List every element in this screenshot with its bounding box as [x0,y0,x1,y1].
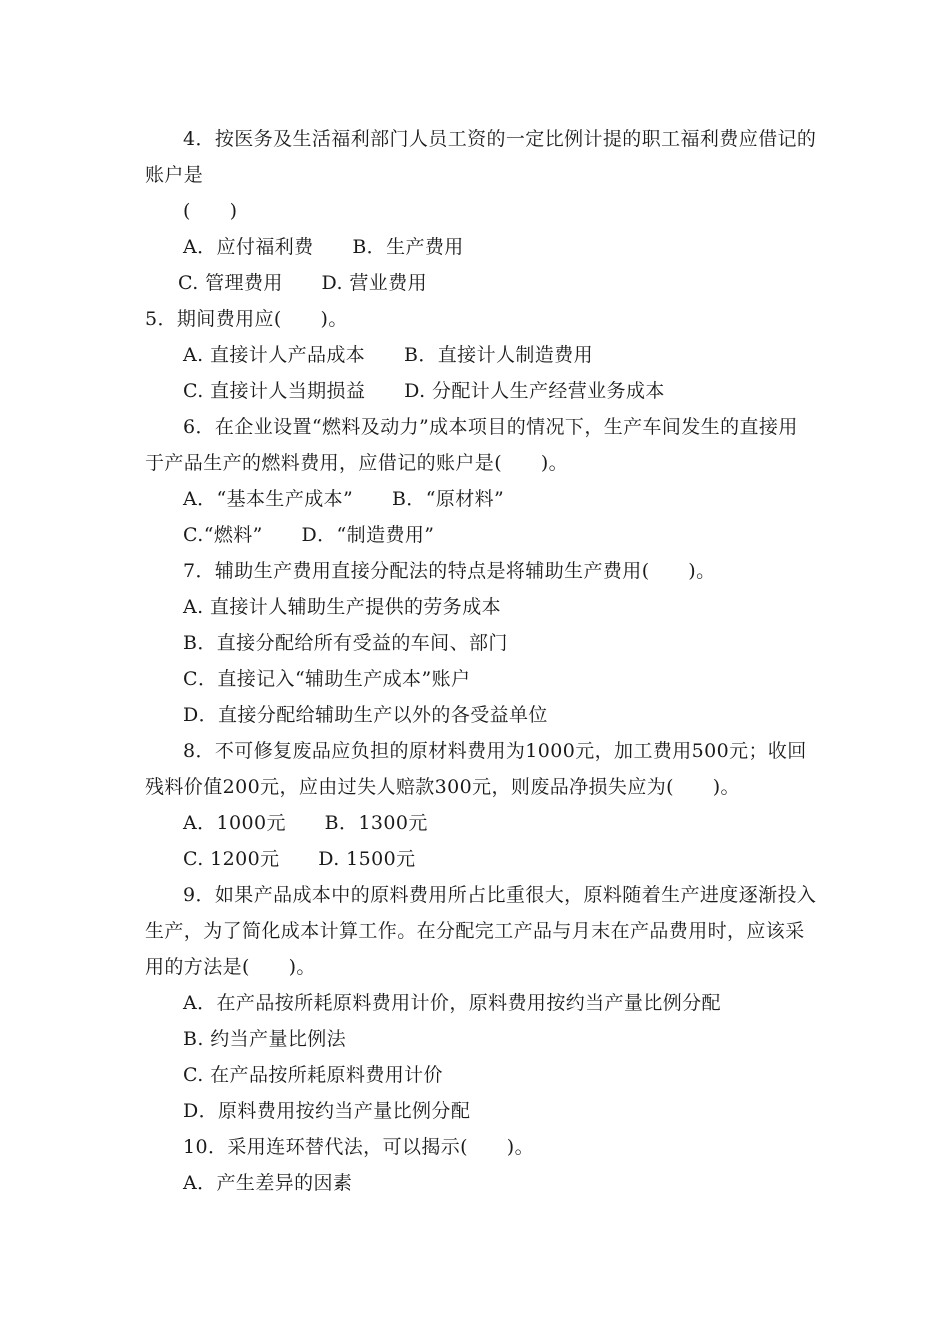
q8-options-cd: C. 1200元 D. 1500元 [183,848,416,870]
q5-options-ab: A. 直接计人产品成本 B．直接计人制造费用 [183,344,593,366]
q4-options-cd: C. 管理费用 D. 营业费用 [178,272,427,294]
q4-answer-blank: ( ) [183,200,238,222]
q7-option-d: D．直接分配给辅助生产以外的各受益单位 [183,704,548,726]
q5-stem: 5．期间费用应( )。 [145,308,348,330]
q7-option-c: C．直接记入“辅助生产成本”账户 [183,668,471,690]
q6-options-cd: C.“燃料” D．“制造费用” [183,524,435,546]
q6-stem-line2: 于产品生产的燃料费用，应借记的账户是( )。 [145,452,569,474]
q4-stem-line1: 4．按医务及生活福利部门人员工资的一定比例计提的职工福利费应借记的 [183,128,817,150]
q8-stem-line1: 8．不可修复废品应负担的原材料费用为1000元，加工费用500元；收回 [183,740,807,762]
q8-options-ab: A．1000元 B．1300元 [183,812,428,834]
q7-option-b: B．直接分配给所有受益的车间、部门 [183,632,508,654]
q4-stem-line2: 账户是 [145,164,204,186]
q7-option-a: A. 直接计人辅助生产提供的劳务成本 [183,596,502,618]
q10-stem: 10．采用连环替代法，可以揭示( )。 [183,1136,535,1158]
q6-options-ab: A．“基本生产成本” B．“原材料” [183,488,505,510]
q9-option-a: A．在产品按所耗原料费用计价，原料费用按约当产量比例分配 [183,992,721,1014]
q9-stem-line1: 9．如果产品成本中的原料费用所占比重很大，原料随着生产进度逐渐投入 [183,884,817,906]
q7-stem: 7．辅助生产费用直接分配法的特点是将辅助生产费用( )。 [183,560,716,582]
q9-option-b: B. 约当产量比例法 [183,1028,347,1050]
q6-stem-line1: 6．在企业设置“燃料及动力”成本项目的情况下，生产车间发生的直接用 [183,416,798,438]
q9-option-c: C. 在产品按所耗原料费用计价 [183,1064,443,1086]
q4-options-ab: A．应付福利费 B．生产费用 [183,236,464,258]
q10-option-a: A．产生差异的因素 [183,1172,353,1194]
q9-option-d: D．原料费用按约当产量比例分配 [183,1100,471,1122]
q5-options-cd: C. 直接计人当期损益 D. 分配计人生产经营业务成本 [183,380,665,402]
q8-stem-line2: 残料价值200元，应由过失人赔款300元，则废品净损失应为( )。 [145,776,740,798]
q9-stem-line3: 用的方法是( )。 [145,956,316,978]
q9-stem-line2: 生产，为了简化成本计算工作。在分配完工产品与月末在产品费用时，应该采 [145,920,805,942]
